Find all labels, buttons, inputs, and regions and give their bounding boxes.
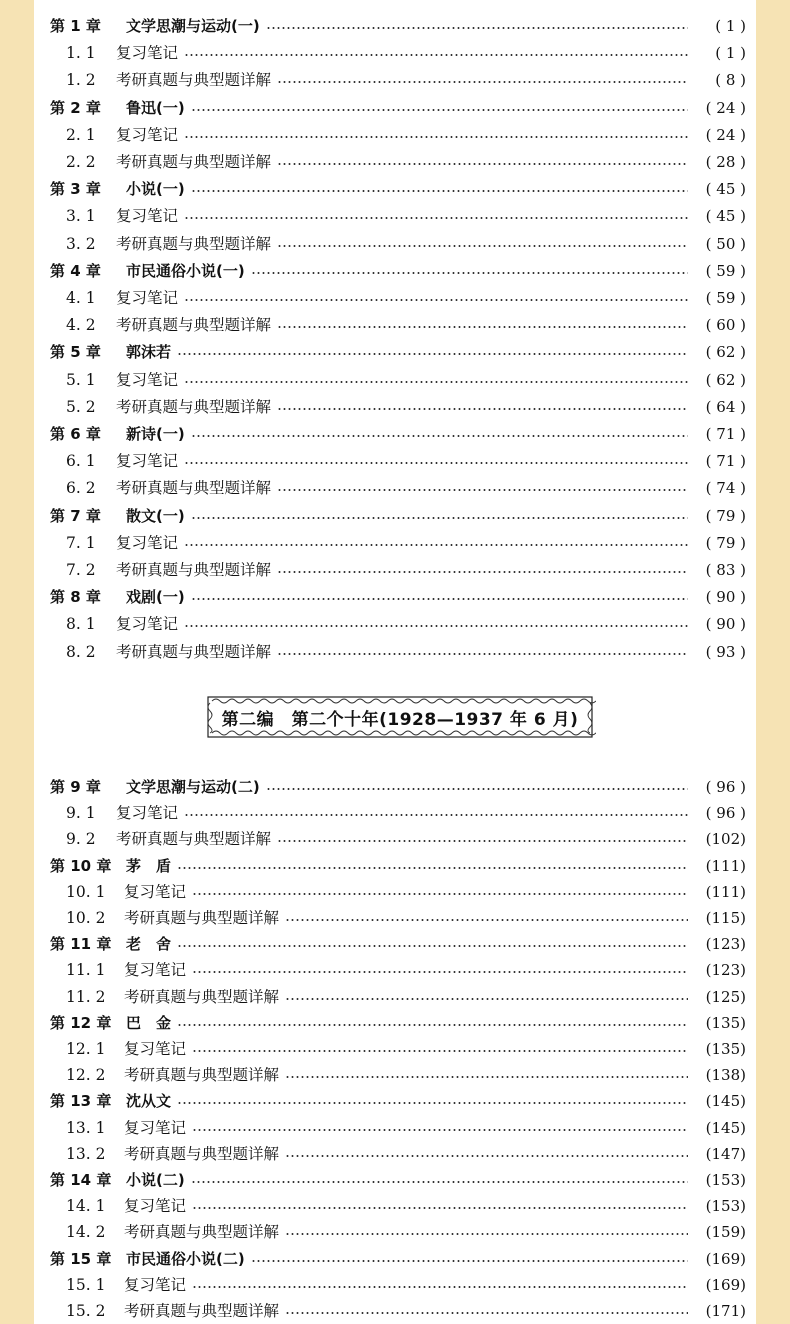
toc-chapter-entry[interactable] <box>34 96 756 120</box>
dot-leader <box>177 1024 688 1026</box>
entry-page-number: ( 90 ) <box>705 588 746 607</box>
entry-number: 1. 2 <box>66 71 96 90</box>
dot-leader <box>184 217 688 219</box>
entry-page-number: ( 59 ) <box>705 261 746 280</box>
entry-page-number: ( 1 ) <box>715 44 746 63</box>
dot-leader <box>277 840 688 842</box>
entry-number: 4. 1 <box>66 289 96 307</box>
dot-leader <box>285 919 688 921</box>
entry-number: 3. 1 <box>66 207 96 226</box>
entry-number: 6. 2 <box>66 479 96 498</box>
entry-number: 5. 2 <box>66 397 96 416</box>
entry-page-number: (171) <box>705 1302 746 1320</box>
entry-number: 5. 1 <box>66 370 96 389</box>
entry-page-number: ( 45 ) <box>705 207 746 226</box>
entry-page-number: ( 1 ) <box>715 17 746 35</box>
entry-title: 复习笔记 <box>124 1118 187 1137</box>
entry-title: 考研真题与典型题详解 <box>124 1066 280 1085</box>
entry-title: 考研真题与典型题详解 <box>116 71 272 90</box>
dot-leader <box>251 272 688 274</box>
toc-section-entry[interactable] <box>34 395 756 419</box>
toc-section-entry[interactable] <box>34 476 756 500</box>
entry-page-number: ( 60 ) <box>705 316 746 335</box>
entry-page-number: ( 28 ) <box>705 153 746 171</box>
entry-page-number: (153) <box>705 1171 746 1189</box>
entry-page-number: (135) <box>705 1040 746 1058</box>
toc-section-entry[interactable] <box>34 1142 756 1166</box>
entry-number: 7. 2 <box>66 561 96 579</box>
entry-number: 第 1 章 <box>50 17 101 35</box>
entry-number: 第 15 章 <box>50 1249 112 1268</box>
entry-page-number: ( 64 ) <box>705 397 746 416</box>
toc-section-entry[interactable] <box>34 801 756 825</box>
entry-number: 第 14 章 <box>50 1171 112 1189</box>
entry-page-number: ( 62 ) <box>705 370 746 389</box>
toc-section-entry[interactable] <box>34 368 756 392</box>
entry-number: 第 9 章 <box>50 778 101 796</box>
entry-number: 10. 1 <box>66 882 106 901</box>
entry-number: 15. 2 <box>66 1302 106 1320</box>
entry-number: 第 4 章 <box>50 261 101 280</box>
entry-title: 考研真题与典型题详解 <box>116 642 272 661</box>
entry-number: 8. 2 <box>66 642 96 661</box>
toc-section-entry[interactable] <box>34 827 756 851</box>
toc-chapter-entry[interactable] <box>34 1089 756 1113</box>
entry-title: 复习笔记 <box>116 452 179 471</box>
entry-title: 复习笔记 <box>124 1197 187 1216</box>
dot-leader <box>184 625 688 627</box>
entry-number: 12. 1 <box>66 1040 106 1058</box>
entry-number: 6. 1 <box>66 452 96 471</box>
dot-leader <box>184 381 688 383</box>
entry-number: 11. 1 <box>66 961 106 980</box>
entry-page-number: ( 96 ) <box>705 778 746 796</box>
entry-title: 茅 盾 <box>126 856 172 875</box>
dot-leader <box>285 1312 688 1314</box>
entry-number: 13. 2 <box>66 1144 106 1163</box>
entry-page-number: (123) <box>705 961 746 980</box>
dot-leader <box>277 326 688 328</box>
entry-number: 第 3 章 <box>50 180 101 199</box>
toc-section-entry[interactable] <box>34 313 756 337</box>
entry-page-number: ( 74 ) <box>705 479 746 498</box>
dot-leader <box>277 489 688 491</box>
entry-title: 复习笔记 <box>116 804 179 823</box>
entry-title: 鲁迅(一) <box>126 98 185 117</box>
toc-section-entry[interactable] <box>34 558 756 582</box>
toc-section-entry[interactable] <box>34 1194 756 1218</box>
dot-leader <box>184 814 688 816</box>
entry-page-number: (123) <box>705 935 746 954</box>
entry-number: 15. 1 <box>66 1275 106 1294</box>
entry-number: 14. 2 <box>66 1223 106 1242</box>
entry-title: 复习笔记 <box>124 1040 187 1058</box>
entry-title: 考研真题与典型题详解 <box>116 153 272 171</box>
entry-page-number: (145) <box>705 1118 746 1137</box>
entry-title: 文学思潮与运动(二) <box>126 778 260 796</box>
toc-chapter-entry[interactable] <box>34 1168 756 1192</box>
toc-page <box>34 0 756 1324</box>
toc-section-entry[interactable] <box>34 1063 756 1087</box>
entry-title: 新诗(一) <box>126 425 185 443</box>
entry-page-number: (159) <box>705 1223 746 1242</box>
entry-title: 市民通俗小说(二) <box>126 1249 245 1268</box>
entry-title: 复习笔记 <box>116 533 179 552</box>
dot-leader <box>192 1207 688 1209</box>
toc-section-entry[interactable] <box>34 640 756 664</box>
entry-page-number: ( 8 ) <box>715 71 746 90</box>
toc-section-entry[interactable] <box>34 612 756 636</box>
dot-leader <box>277 653 688 655</box>
entry-title: 散文(一) <box>126 506 185 525</box>
entry-title: 考研真题与典型题详解 <box>124 909 280 927</box>
toc-section-entry[interactable] <box>34 531 756 555</box>
entry-title: 复习笔记 <box>116 370 179 389</box>
dot-leader <box>191 435 688 437</box>
toc-section-entry[interactable] <box>34 1220 756 1244</box>
toc-section-entry[interactable] <box>34 906 756 930</box>
toc-chapter-entry[interactable] <box>34 932 756 956</box>
entry-page-number: (125) <box>705 987 746 1006</box>
dot-leader <box>191 1181 688 1183</box>
toc-chapter-entry[interactable] <box>34 1011 756 1035</box>
entry-title: 复习笔记 <box>124 1275 187 1294</box>
entry-page-number: (111) <box>705 882 746 901</box>
entry-title: 考研真题与典型题详解 <box>116 397 272 416</box>
entry-number: 2. 2 <box>66 153 96 171</box>
entry-title: 复习笔记 <box>116 289 179 307</box>
dot-leader <box>266 27 688 29</box>
entry-page-number: ( 83 ) <box>705 561 746 579</box>
entry-number: 第 11 章 <box>50 935 112 954</box>
dot-leader <box>192 1129 688 1131</box>
dot-leader <box>192 893 688 895</box>
entry-number: 2. 1 <box>66 125 96 144</box>
toc-section-entry[interactable] <box>34 41 756 65</box>
entry-title: 复习笔记 <box>116 44 179 63</box>
dot-leader <box>277 408 688 410</box>
entry-page-number: ( 50 ) <box>705 234 746 253</box>
dot-leader <box>177 1102 688 1104</box>
entry-page-number: (102) <box>705 830 746 849</box>
dot-leader <box>191 517 688 519</box>
part-two-title: 第二编 第二个十年(1928—1937 年 6 月) <box>221 709 579 730</box>
toc-chapter-entry[interactable] <box>34 422 756 446</box>
entry-title: 郭沫若 <box>126 343 172 362</box>
toc-chapter-entry[interactable] <box>34 177 756 201</box>
toc-section-entry[interactable] <box>34 1116 756 1140</box>
entry-title: 考研真题与典型题详解 <box>124 987 280 1006</box>
entry-title: 考研真题与典型题详解 <box>124 1144 280 1163</box>
entry-number: 4. 2 <box>66 316 96 335</box>
dot-leader <box>251 1260 688 1262</box>
dot-leader <box>184 544 688 546</box>
entry-title: 小说(二) <box>126 1171 185 1189</box>
entry-page-number: ( 71 ) <box>705 425 746 443</box>
toc-chapter-entry[interactable] <box>34 1247 756 1271</box>
toc-section-entry[interactable] <box>34 880 756 904</box>
dot-leader <box>191 598 688 600</box>
entry-number: 10. 2 <box>66 909 106 927</box>
entry-page-number: ( 24 ) <box>705 98 746 117</box>
toc-section-entry[interactable] <box>34 204 756 228</box>
entry-page-number: ( 45 ) <box>705 180 746 199</box>
entry-page-number: ( 79 ) <box>705 506 746 525</box>
toc-section-entry[interactable] <box>34 449 756 473</box>
toc-section-entry[interactable] <box>34 68 756 92</box>
dot-leader <box>192 1050 688 1052</box>
entry-title: 考研真题与典型题详解 <box>116 234 272 253</box>
entry-number: 14. 1 <box>66 1197 106 1216</box>
toc-section-entry[interactable] <box>34 286 756 310</box>
dot-leader <box>277 245 688 247</box>
dot-leader <box>184 136 688 138</box>
toc-chapter-entry[interactable] <box>34 585 756 609</box>
dot-leader <box>177 867 688 869</box>
entry-title: 老 舍 <box>126 935 172 954</box>
entry-number: 第 7 章 <box>50 506 101 525</box>
entry-title: 复习笔记 <box>124 961 187 980</box>
entry-title: 考研真题与典型题详解 <box>116 479 272 498</box>
entry-page-number: ( 93 ) <box>705 642 746 661</box>
entry-page-number: (145) <box>705 1092 746 1111</box>
entry-page-number: ( 79 ) <box>705 533 746 552</box>
entry-number: 第 10 章 <box>50 856 112 875</box>
toc-section-entry[interactable] <box>34 985 756 1009</box>
toc-chapter-entry[interactable] <box>34 14 756 38</box>
entry-page-number: ( 59 ) <box>705 289 746 307</box>
toc-section-entry[interactable] <box>34 232 756 256</box>
entry-page-number: (147) <box>705 1144 746 1163</box>
entry-number: 11. 2 <box>66 987 106 1006</box>
entry-number: 第 6 章 <box>50 425 101 443</box>
toc-section-entry[interactable] <box>34 123 756 147</box>
entry-number: 1. 1 <box>66 44 96 63</box>
toc-chapter-entry[interactable] <box>34 854 756 878</box>
toc-section-entry[interactable] <box>34 1273 756 1297</box>
dot-leader <box>177 353 688 355</box>
entry-page-number: (169) <box>705 1249 746 1268</box>
entry-title: 复习笔记 <box>116 125 179 144</box>
entry-number: 3. 2 <box>66 234 96 253</box>
entry-number: 第 8 章 <box>50 588 101 607</box>
entry-number: 第 5 章 <box>50 343 101 362</box>
entry-title: 复习笔记 <box>124 882 187 901</box>
dot-leader <box>177 945 688 947</box>
entry-page-number: ( 90 ) <box>705 615 746 634</box>
entry-title: 考研真题与典型题详解 <box>116 561 272 579</box>
entry-title: 沈从文 <box>126 1092 172 1111</box>
toc-chapter-entry[interactable] <box>34 775 756 799</box>
dot-leader <box>184 462 688 464</box>
entry-title: 巴 金 <box>126 1013 172 1032</box>
entry-title: 市民通俗小说(一) <box>126 261 245 280</box>
entry-title: 小说(一) <box>126 180 185 199</box>
dot-leader <box>285 1233 688 1235</box>
entry-page-number: (135) <box>705 1013 746 1032</box>
entry-page-number: ( 71 ) <box>705 452 746 471</box>
dot-leader <box>285 1076 688 1078</box>
dot-leader <box>192 971 688 973</box>
toc-section-entry[interactable] <box>34 1037 756 1061</box>
toc-section-entry[interactable] <box>34 1299 756 1323</box>
entry-number: 7. 1 <box>66 533 96 552</box>
entry-number: 9. 1 <box>66 804 96 823</box>
dot-leader <box>277 81 688 83</box>
entry-number: 9. 2 <box>66 830 96 849</box>
entry-title: 戏剧(一) <box>126 588 185 607</box>
entry-title: 复习笔记 <box>116 615 179 634</box>
dot-leader <box>192 1286 688 1288</box>
dot-leader <box>266 788 688 790</box>
toc-chapter-entry[interactable] <box>34 259 756 283</box>
entry-number: 第 2 章 <box>50 98 101 117</box>
entry-title: 考研真题与典型题详解 <box>124 1223 280 1242</box>
entry-number: 13. 1 <box>66 1118 106 1137</box>
entry-number: 第 13 章 <box>50 1092 112 1111</box>
dot-leader <box>277 571 688 573</box>
entry-page-number: (138) <box>705 1066 746 1085</box>
entry-title: 考研真题与典型题详解 <box>116 316 272 335</box>
toc-section-entry[interactable] <box>34 150 756 174</box>
dot-leader <box>285 1155 688 1157</box>
entry-title: 复习笔记 <box>116 207 179 226</box>
dot-leader <box>184 299 688 301</box>
entry-number: 12. 2 <box>66 1066 106 1085</box>
dot-leader <box>191 109 688 111</box>
entry-title: 文学思潮与运动(一) <box>126 17 260 35</box>
entry-page-number: ( 96 ) <box>705 804 746 823</box>
dot-leader <box>184 54 688 56</box>
dot-leader <box>277 163 688 165</box>
entry-page-number: (111) <box>705 856 746 875</box>
entry-page-number: (115) <box>705 909 746 927</box>
entry-number: 8. 1 <box>66 615 96 634</box>
entry-number: 第 12 章 <box>50 1013 112 1032</box>
toc-chapter-entry[interactable] <box>34 504 756 528</box>
entry-page-number: ( 62 ) <box>705 343 746 362</box>
dot-leader <box>191 190 688 192</box>
entry-page-number: ( 24 ) <box>705 125 746 144</box>
part-two-banner <box>204 693 596 741</box>
entry-title: 考研真题与典型题详解 <box>124 1302 280 1320</box>
entry-title: 考研真题与典型题详解 <box>116 830 272 849</box>
toc-section-entry[interactable] <box>34 958 756 982</box>
dot-leader <box>285 998 688 1000</box>
toc-chapter-entry[interactable] <box>34 340 756 364</box>
entry-page-number: (169) <box>705 1275 746 1294</box>
entry-page-number: (153) <box>705 1197 746 1216</box>
